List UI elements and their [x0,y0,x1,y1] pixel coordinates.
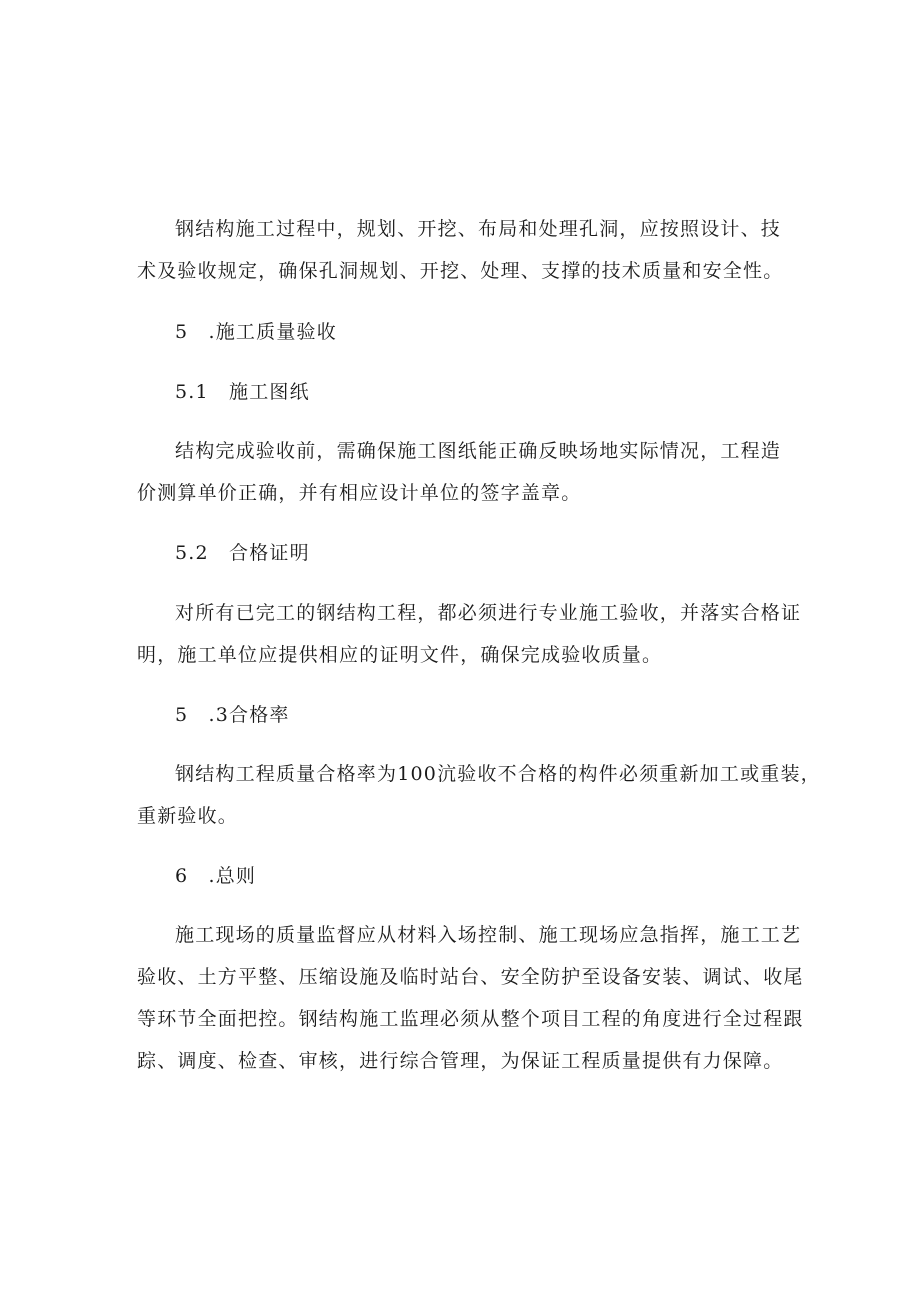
section-heading-5-2: 5.2 合格证明 [175,542,310,564]
paragraph-hole-processing [137,208,797,292]
paragraph-line: 价测算单价正确，并有相应设计单位的签字盖章。 [137,482,582,504]
paragraph-line: 踪、调度、检查、审核，进行综合管理，为保证工程质量提供有力保障。 [137,1050,784,1072]
paragraph-line: 对所有已完工的钢结构工程，都必须进行专业施工验收，并落实合格证 [175,602,802,624]
paragraph-line: 验收、土方平整、压缩设施及临时站台、安全防护至设备安装、调试、收尾 [137,966,804,988]
section-heading-5: 5 .施工质量验收 [175,321,337,343]
paragraph-pass-rate [137,753,821,837]
section-heading-6: 6 .总则 [175,865,257,887]
paragraph-line: 术及验收规定，确保孔洞规划、开挖、处理、支撑的技术质量和安全性。 [137,260,784,282]
paragraph-line: 等环节全面把控。钢结构施工监理必须从整个项目工程的角度进行全过程跟 [137,1008,804,1030]
paragraph-qualification-certificate [137,592,802,676]
paragraph-construction-drawings [137,430,797,514]
paragraph-line: 施工现场的质量监督应从材料入场控制、施工现场应急指挥，施工工艺 [175,924,802,946]
section-heading-5-1: 5.1 施工图纸 [175,381,310,403]
paragraph-line: 钢结构施工过程中，规划、开挖、布局和处理孔洞，应按照设计、技 [175,218,782,240]
paragraph-line: 明，施工单位应提供相应的证明文件，确保完成验收质量。 [137,644,663,666]
paragraph-general-provisions [137,914,804,1082]
paragraph-line: 钢结构工程质量合格率为100沆验收不合格的构件必须重新加工或重装， [175,763,821,785]
paragraph-line: 结构完成验收前，需确保施工图纸能正确反映场地实际情况，工程造 [175,440,782,462]
paragraph-line: 重新验收。 [137,805,239,827]
section-heading-5-3: 5 .3合格率 [175,704,290,726]
